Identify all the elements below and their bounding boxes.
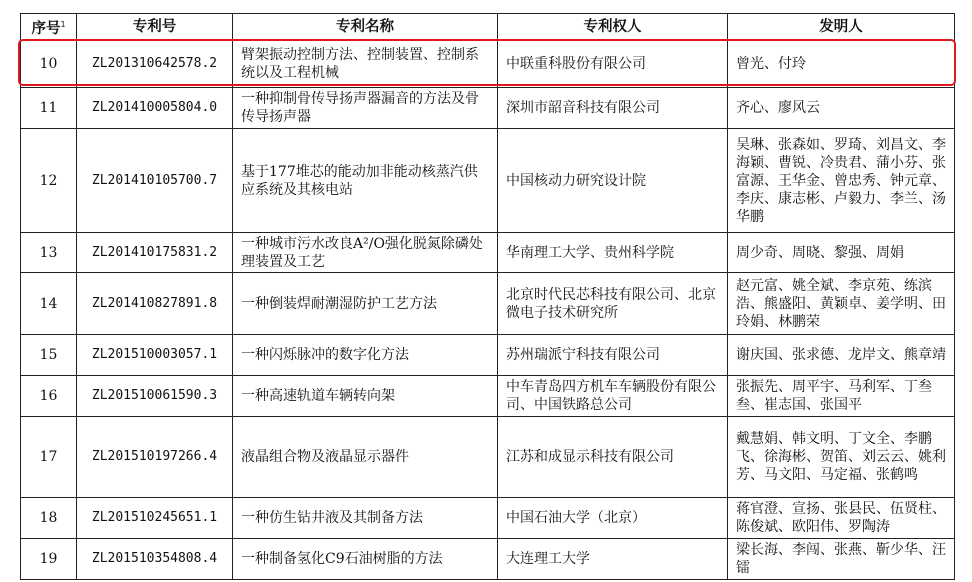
row-patent-name: 一种倒装焊耐潮湿防护工艺方法: [233, 273, 498, 335]
table-row: [21, 539, 955, 580]
row-patent-name: 一种闪烁脉冲的数字化方法: [233, 335, 498, 376]
header-patent-no: 专利号: [77, 14, 233, 41]
row-holder: 中联重科股份有限公司: [498, 41, 728, 88]
row-inventors: 赵元富、姚全斌、李京苑、练滨浩、熊盛阳、黄颖卓、姜学明、田玲娟、林鹏荣: [728, 273, 955, 335]
row-num: 16: [21, 376, 77, 417]
row-patent-name: 一种高速轨道车辆转向架: [233, 376, 498, 417]
row-patent-no: ZL201510061590.3: [77, 376, 233, 417]
row-num: 14: [21, 273, 77, 335]
row-holder: 中车青岛四方机车车辆股份有限公司、中国铁路总公司: [498, 376, 728, 417]
row-patent-name: 基于177堆芯的能动加非能动核蒸汽供应系统及其核电站: [233, 129, 498, 233]
row-patent-no: ZL201410827891.8: [77, 273, 233, 335]
row-inventors: 蒋官澄、宣扬、张县民、伍贤柱、陈俊斌、欧阳伟、罗陶涛: [728, 498, 955, 539]
row-inventors: 梁长海、李闯、张燕、靳少华、汪镭: [728, 539, 955, 580]
header-num-label: 序号: [31, 20, 61, 37]
row-num: 10: [21, 41, 77, 88]
table-row: [21, 233, 955, 273]
row-num: 11: [21, 88, 77, 129]
row-inventors: 齐心、廖风云: [728, 88, 955, 129]
table-row: [21, 417, 955, 498]
row-holder: 深圳市韶音科技有限公司: [498, 88, 728, 129]
row-inventors: 谢庆国、张求德、龙岸文、熊章靖: [728, 335, 955, 376]
table-row: [21, 376, 955, 417]
row-num: 17: [21, 417, 77, 498]
row-inventors: 戴慧娟、韩文明、丁文全、李鹏飞、徐海彬、贺笛、刘云云、姚利芳、马文阳、马定福、张鹤鸣: [728, 417, 955, 498]
table-row: [21, 273, 955, 335]
row-holder: 中国石油大学（北京）: [498, 498, 728, 539]
header-patent-name: 专利名称: [233, 14, 498, 41]
row-inventors: 张振先、周平宇、马利军、丁叁叁、崔志国、张国平: [728, 376, 955, 417]
row-patent-name: 一种制备氢化C9石油树脂的方法: [233, 539, 498, 580]
row-inventors: 曾光、付玲: [728, 41, 955, 88]
table-row: [21, 129, 955, 233]
table-row: [21, 41, 955, 88]
row-patent-no: ZL201510354808.4: [77, 539, 233, 580]
header-num: [21, 14, 77, 41]
row-inventors: 周少奇、周晓、黎强、周娟: [728, 233, 955, 273]
row-holder: 大连理工大学: [498, 539, 728, 580]
row-holder: 中国核动力研究设计院: [498, 129, 728, 233]
row-holder: 北京时代民芯科技有限公司、北京微电子技术研究所: [498, 273, 728, 335]
row-patent-name: 一种仿生钻井液及其制备方法: [233, 498, 498, 539]
row-patent-no: ZL201510003057.1: [77, 335, 233, 376]
header-holder: 专利权人: [498, 14, 728, 41]
row-patent-no: ZL201510197266.4: [77, 417, 233, 498]
row-holder: 江苏和成显示科技有限公司: [498, 417, 728, 498]
row-num: 19: [21, 539, 77, 580]
row-num: 15: [21, 335, 77, 376]
header-num-footnote: 1: [60, 20, 66, 30]
row-num: 13: [21, 233, 77, 273]
table-row: [21, 335, 955, 376]
row-inventors: 吴琳、张森如、罗琦、刘昌文、李海颖、曹锐、冷贵君、蒲小芬、张富源、王华金、曾忠秀、钟元章、李庆、康志彬、卢毅力、李兰、汤华鹏: [728, 129, 955, 233]
row-num: 18: [21, 498, 77, 539]
patent-table: [20, 13, 955, 580]
row-holder: 苏州瑞派宁科技有限公司: [498, 335, 728, 376]
row-patent-name: 液晶组合物及液晶显示器件: [233, 417, 498, 498]
row-patent-no: ZL201310642578.2: [77, 41, 233, 88]
row-holder: 华南理工大学、贵州科学院: [498, 233, 728, 273]
table-row: [21, 498, 955, 539]
row-num: 12: [21, 129, 77, 233]
row-patent-name: 一种抑制骨传导扬声器漏音的方法及骨传导扬声器: [233, 88, 498, 129]
header-row: [21, 14, 955, 41]
row-patent-no: ZL201410175831.2: [77, 233, 233, 273]
row-patent-no: ZL201410105700.7: [77, 129, 233, 233]
row-patent-name: 一种城市污水改良A²/O强化脱氮除磷处理装置及工艺: [233, 233, 498, 273]
row-patent-no: ZL201510245651.1: [77, 498, 233, 539]
header-inventors: 发明人: [728, 14, 955, 41]
row-patent-no: ZL201410005804.0: [77, 88, 233, 129]
row-patent-name: 臂架振动控制方法、控制装置、控制系统以及工程机械: [233, 41, 498, 88]
table-row: [21, 88, 955, 129]
